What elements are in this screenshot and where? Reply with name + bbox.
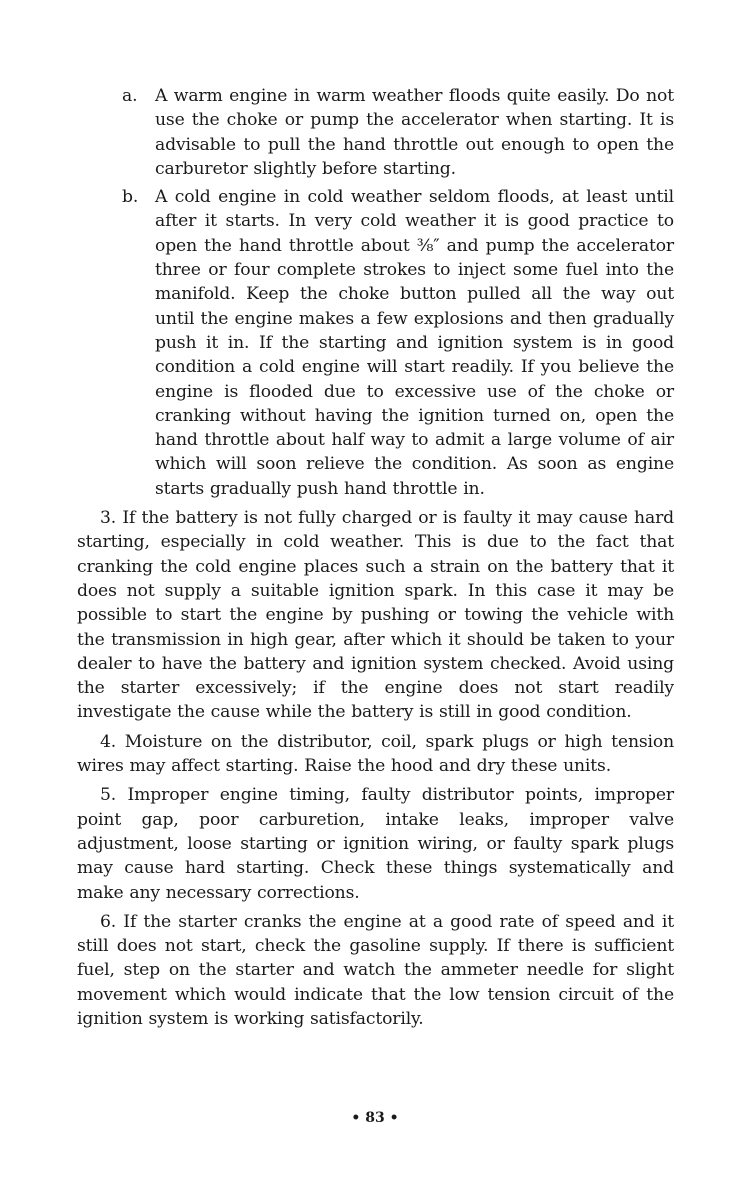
paragraph-5: 5. Improper engine timing, faulty distributor points, improper point gap, poor carburetion, intake leaks, improper valve adjustment, loose starting or ignition wiring, or faulty spark plugs may cause hard starting. Check these things systematically and make any necessary corrections. [77,785,674,903]
paragraph-4: 4. Moisture on the distributor, coil, spark plugs or high tension wires may affect starting. Raise the hood and dry these units. [77,731,674,777]
page-number: • 83 • [351,1110,399,1126]
sub-item-label: a. [122,86,138,106]
sub-item-label: b. [122,187,139,208]
sub-item-b [77,185,674,501]
sub-item-text: A cold engine in cold weather seldom floods, at least until after it starts. In very cold weather it is good practice to open the hand throttle about ⅜″ and pump the accelerator three or four complete strokes to inject some fuel into the manifold. Keep the choke button pulled all the way out until the engine makes a few explosions and then gradually push it in. If the starting and ignition system is in good condition a cold engine will start readily. If you believe the engine is flooded due to excessive use of the choke or cranking without having the ignition turned on, open the hand throttle about half way to admit a large volume of air which will soon relieve the condition. As soon as engine starts gradually push hand throttle in. [155,187,674,499]
page-body [77,84,674,1031]
paragraph-6: 6. If the starter cranks the engine at a good rate of speed and it still does not start, check the gasoline supply. If there is sufficient fuel, step on the starter and watch the ammeter needle for slight movement which would indicate that the low tension circuit of the ignition system is working satisfactorily. [77,911,674,1029]
paragraph-3: 3. If the battery is not fully charged or is faulty it may cause hard starting, especially in cold weather. This is due to the fact that cranking the cold engine places such a strain on the battery that it does not supply a suitable ignition spark. In this case it may be possible to start the engine by pushing or towing the vehicle with the transmission in high gear, after which it should be taken to your dealer to have the battery and ignition system checked. Avoid using the starter excessively; if the engine does not start readily investigate the cause while the battery is still in good condition. [77,508,674,723]
sub-item-text: A warm engine in warm weather floods quite easily. Do not use the choke or pump the accelerator when starting. It is advisable to pull the hand throttle out enough to open the carburetor slightly before starting. [155,86,674,179]
sub-item-a [77,84,674,181]
